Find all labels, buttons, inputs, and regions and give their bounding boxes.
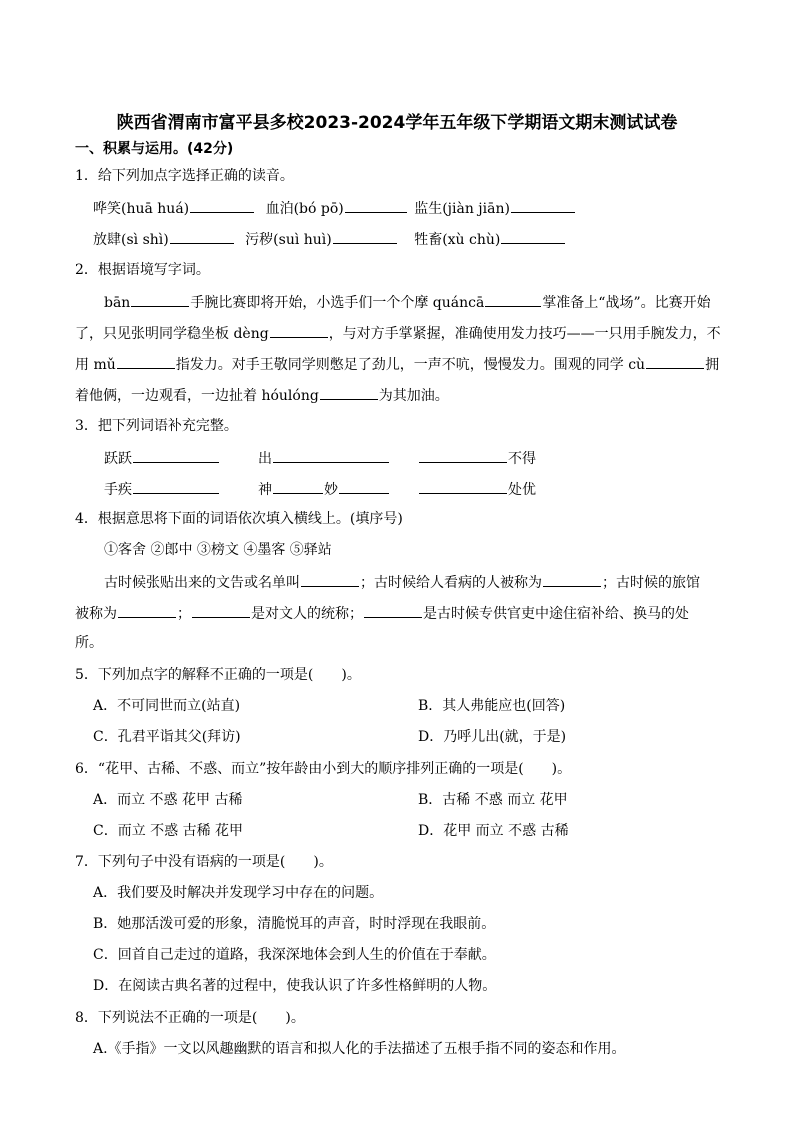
question-2-line-2 — [75, 323, 721, 343]
answer-blank[interactable] — [333, 229, 397, 244]
passage-text: ，与对方手掌紧握，准确使用发力技巧——一只用手腕发力，不 — [328, 326, 721, 342]
question-2-line-1 — [104, 292, 711, 312]
pinyin-item: 放肆(sì shì) — [93, 232, 169, 248]
idiom-item — [418, 448, 536, 468]
question-4-stem: 4．根据意思将下面的词语依次填入横线上。(填序号) — [75, 511, 403, 527]
passage-text: bān — [104, 295, 131, 311]
pinyin-item: 哗笑(huā huá) — [93, 201, 190, 217]
choice-a[interactable]: A.《手指》一文以风趣幽默的语言和拟人化的手法描述了五根手指不同的姿态和作用。 — [93, 1041, 626, 1057]
idiom-text: 手疾 — [104, 482, 132, 498]
answer-blank[interactable] — [364, 603, 422, 618]
choice-a[interactable]: A．而立 不惑 花甲 古稀 — [93, 792, 243, 808]
exam-title: 陕西省渭南市富平县多校2023-2024学年五年级下学期语文期末测试试卷 — [116, 113, 678, 133]
question-1-stem: 1．给下列加点字选择正确的读音。 — [75, 168, 294, 184]
pinyin-item: 牲畜(xù chù) — [414, 232, 501, 248]
question-5-stem: 5．下列加点字的解释不正确的一项是( )。 — [75, 667, 361, 683]
choice-a[interactable]: A．不可同世而立(站直) — [93, 698, 241, 714]
passage-text: ；古时候的旅馆 — [602, 575, 700, 591]
passage-text: 用 mǔ — [75, 357, 116, 373]
answer-blank[interactable] — [301, 572, 359, 587]
answer-blank[interactable] — [419, 479, 507, 494]
question-4-line-1 — [104, 572, 700, 592]
choice-d[interactable]: D．乃呼儿出(就，于是) — [418, 729, 567, 745]
answer-blank[interactable] — [543, 572, 601, 587]
answer-blank[interactable] — [345, 198, 407, 213]
question-6-stem: 6．“花甲、古稀、不惑、而立”按年龄由小到大的顺序排列正确的一项是( )。 — [75, 761, 572, 777]
passage-text: 掌准备上“战场”。比赛开始 — [542, 295, 711, 311]
choice-b[interactable]: B．其人弗能应也(回答) — [418, 698, 566, 714]
answer-blank[interactable] — [511, 198, 575, 213]
passage-text: ； — [177, 606, 191, 622]
answer-blank[interactable] — [133, 448, 219, 463]
passage-text: 拥 — [705, 357, 720, 373]
passage-text: 了，只见张明同学稳坐板 dèng — [75, 326, 269, 342]
idiom-item — [104, 479, 220, 499]
passage-text: 古时候张贴出来的文告或名单叫 — [104, 575, 300, 591]
answer-blank[interactable] — [419, 448, 507, 463]
choice-c[interactable]: C．而立 不惑 古稀 花甲 — [93, 823, 244, 839]
answer-blank[interactable] — [320, 385, 378, 400]
idiom-item — [418, 479, 536, 499]
answer-blank[interactable] — [646, 354, 704, 369]
answer-blank[interactable] — [339, 479, 389, 494]
idiom-item — [258, 448, 390, 468]
idiom-text: 不得 — [508, 451, 536, 467]
answer-blank[interactable] — [270, 323, 328, 338]
answer-blank[interactable] — [192, 603, 250, 618]
idiom-text: 跃跃 — [104, 451, 132, 467]
idiom-text: 神 — [258, 482, 272, 498]
passage-text: 着他俩，一边观看，一边扯着 hóulóng — [75, 388, 319, 404]
choice-b[interactable]: B．古稀 不惑 而立 花甲 — [418, 792, 568, 808]
question-7-stem: 7．下列句子中没有语病的一项是( )。 — [75, 854, 333, 870]
passage-text: ；古时候给人看病的人被称为 — [360, 575, 542, 591]
passage-text: 手腕比赛即将开始，小选手们一个个摩 quáncā — [190, 295, 485, 311]
question-2-line-3 — [75, 354, 719, 374]
question-4-line-2 — [75, 603, 689, 623]
pinyin-item: 监生(jiàn jiān) — [414, 201, 510, 217]
question-8-stem: 8．下列说法不正确的一项是( )。 — [75, 1010, 305, 1026]
question-2-stem: 2．根据语境写字词。 — [75, 262, 210, 278]
choice-c[interactable]: C．孔君平诣其父(拜访) — [93, 729, 241, 745]
passage-text: 指发力。对手王敬同学则憋足了劲儿，一声不吭，慢慢发力。围观的同学 cù — [175, 357, 646, 373]
answer-blank[interactable] — [118, 603, 176, 618]
answer-blank[interactable] — [190, 198, 254, 213]
answer-blank[interactable] — [485, 292, 541, 307]
choice-c[interactable]: C．回首自己走过的道路，我深深地体会到人生的价值在于奉献。 — [93, 947, 496, 963]
passage-text: 是古时候专供官吏中途住宿补给、换马的处 — [423, 606, 689, 622]
passage-text: 是对文人的统称； — [251, 606, 363, 622]
question-3-stem: 3．把下列词语补充完整。 — [75, 418, 238, 434]
idiom-text: 处优 — [508, 482, 536, 498]
choice-d[interactable]: D．花甲 而立 不惑 古稀 — [418, 823, 569, 839]
choice-d[interactable]: D．在阅读古典名著的过程中，使我认识了许多性格鲜明的人物。 — [93, 978, 497, 994]
idiom-item — [258, 479, 390, 499]
answer-blank[interactable] — [273, 448, 389, 463]
pinyin-item: 血泊(bó pō) — [265, 201, 344, 217]
choice-a[interactable]: A．我们要及时解决并发现学习中存在的问题。 — [93, 885, 384, 901]
choice-b[interactable]: B．她那活泼可爱的形象，清脆悦耳的声音，时时浮现在我眼前。 — [93, 916, 496, 932]
idiom-text: 出 — [258, 451, 272, 467]
idiom-text: 妙 — [324, 482, 338, 498]
question-2-line-4 — [75, 385, 449, 405]
answer-blank[interactable] — [501, 229, 565, 244]
section-heading: 一、积累与运用。(42分) — [75, 141, 234, 157]
answer-blank[interactable] — [170, 229, 234, 244]
answer-blank[interactable] — [133, 479, 219, 494]
question-1-row-1 — [93, 198, 576, 218]
question-4-line-3: 所。 — [75, 635, 103, 651]
answer-blank[interactable] — [131, 292, 189, 307]
pinyin-item: 污秽(suì huì) — [245, 232, 332, 248]
answer-blank[interactable] — [117, 354, 175, 369]
passage-text: 为其加油。 — [378, 388, 449, 404]
idiom-item — [104, 448, 220, 468]
question-1-row-2 — [93, 229, 566, 249]
question-4-options: ①客舍 ②郎中 ③榜文 ④墨客 ⑤驿站 — [104, 542, 332, 558]
answer-blank[interactable] — [273, 479, 323, 494]
passage-text: 被称为 — [75, 606, 117, 622]
